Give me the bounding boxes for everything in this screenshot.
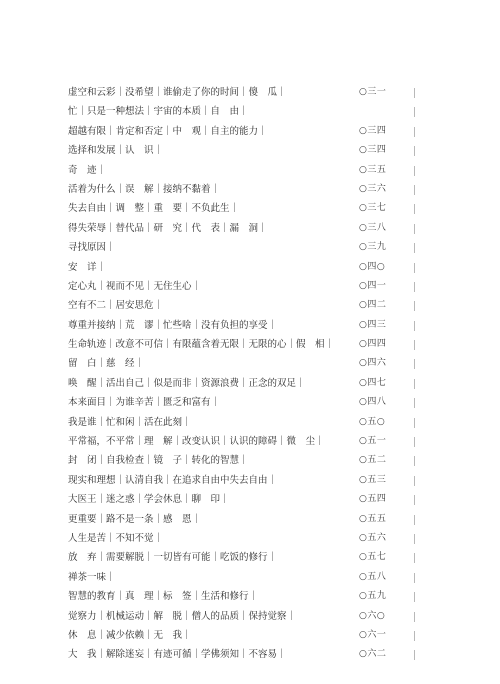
toc-entry-divider bbox=[414, 515, 415, 525]
toc-entry-page-number: ○三八 bbox=[359, 222, 387, 233]
toc-entry-title: 休 息｜减少依赖｜无 我｜ bbox=[68, 629, 192, 641]
toc-entry-title: 我是谁｜忙和闲｜活在此刻｜ bbox=[68, 416, 192, 428]
toc-entry-page-number: ○五三 bbox=[359, 474, 387, 485]
toc-entry-divider bbox=[414, 612, 415, 622]
toc-entry-title: 忙｜只是一种想法｜宇宙的本质｜自 由｜ bbox=[68, 106, 249, 118]
toc-entry-page-number: ○三六 bbox=[359, 183, 387, 194]
toc-entry-title: 奇 迹｜ bbox=[68, 164, 107, 176]
toc-entry-title: 人生是苦｜不知不觉｜ bbox=[68, 532, 164, 544]
toc-entry-page-number: ○三一 bbox=[359, 87, 387, 97]
toc-entry-divider bbox=[414, 185, 415, 195]
toc-entry bbox=[68, 161, 440, 180]
toc-entry bbox=[68, 354, 440, 373]
toc-entry-page-number: ○五二 bbox=[359, 455, 387, 466]
toc-entry-divider bbox=[414, 456, 415, 466]
toc-entry-divider bbox=[414, 146, 415, 156]
toc-entry bbox=[68, 645, 440, 664]
toc-entry-divider bbox=[414, 340, 415, 350]
toc-entry-divider bbox=[414, 476, 415, 486]
toc-entry-page-number: ○四二 bbox=[359, 300, 387, 311]
toc-entry-title: 平常福，不平常｜理 解｜改变认识｜认识的障碍｜微 尘｜ bbox=[68, 436, 325, 448]
toc-entry-title: 觉察力｜机械运动｜解 脱｜僧人的品质｜保持觉察｜ bbox=[68, 610, 297, 622]
toc-entry bbox=[68, 374, 440, 393]
toc-entry-title: 禅茶一味｜ bbox=[68, 571, 116, 583]
toc-entry bbox=[68, 83, 440, 102]
toc-entry-divider bbox=[414, 204, 415, 214]
toc-entry-page-number: ○五○ bbox=[359, 416, 386, 427]
toc-entry-title: 空有不二｜居安思危｜ bbox=[68, 300, 164, 312]
toc-entry-page-number: ○五九 bbox=[359, 591, 387, 602]
toc-entry-title: 寻找原因｜ bbox=[68, 242, 116, 254]
toc-entry-title: 选择和发展｜认 识｜ bbox=[68, 145, 164, 157]
toc-entry-title: 超越有限｜肯定和否定｜中 观｜自主的能力｜ bbox=[68, 125, 268, 137]
toc-entry-page-number: ○三九 bbox=[359, 242, 387, 253]
toc-entry bbox=[68, 180, 440, 199]
toc-entry bbox=[68, 413, 440, 432]
toc-entry-title: 虚空和云彩｜没希望｜谁偷走了你的时间｜傻 瓜｜ bbox=[68, 87, 287, 98]
toc-entry-title: 智慧的教育｜真 理｜标 签｜生活和修行｜ bbox=[68, 591, 259, 603]
toc-entry-divider bbox=[414, 127, 415, 137]
toc-entry-divider bbox=[414, 495, 415, 505]
toc-entry-divider bbox=[414, 224, 415, 234]
toc-entry bbox=[68, 626, 440, 645]
toc-entry-page-number: ○五六 bbox=[359, 532, 387, 543]
toc-entry-divider bbox=[414, 437, 415, 447]
toc-entry-divider bbox=[414, 243, 415, 253]
toc-entry bbox=[68, 393, 440, 412]
toc-entry-page-number: ○四六 bbox=[359, 358, 387, 369]
toc-entry-title: 更重要｜路不是一条｜感 恩｜ bbox=[68, 513, 202, 525]
toc-entry bbox=[68, 490, 440, 509]
toc-entry bbox=[68, 587, 440, 606]
toc-entry-divider bbox=[414, 553, 415, 563]
toc-entry bbox=[68, 258, 440, 277]
toc-entry-divider bbox=[414, 282, 415, 292]
toc-entry-page-number: ○四○ bbox=[359, 261, 386, 272]
toc-entry-page-number: ○四一 bbox=[359, 280, 387, 291]
toc-entry-title: 留 白｜慈 经｜ bbox=[68, 358, 145, 370]
toc-entry-divider bbox=[414, 418, 415, 428]
toc-entry-title: 定心丸｜视而不见｜无住生心｜ bbox=[68, 280, 202, 292]
toc-entry-title: 尊重并接纳｜荒 谬｜忙些啥｜没有负担的享受｜ bbox=[68, 319, 278, 331]
toc-entry-title: 大医王｜迷之惑｜学会休息｜聊 印｜ bbox=[68, 494, 230, 506]
toc-entry bbox=[68, 568, 440, 587]
toc-entry bbox=[68, 277, 440, 296]
toc-entry-page-number: ○五八 bbox=[359, 571, 387, 582]
toc-entry-divider bbox=[414, 631, 415, 641]
toc-entry-title: 得失荣辱｜替代品｜研 究｜代 表｜漏 洞｜ bbox=[68, 222, 268, 234]
toc-entry-page-number: ○三四 bbox=[359, 145, 387, 156]
toc-entry-page-number: ○五四 bbox=[359, 494, 387, 505]
toc-entry-page-number: ○四四 bbox=[359, 339, 387, 350]
toc-entry-page-number: ○三五 bbox=[359, 164, 387, 175]
toc-entry-title: 安 详｜ bbox=[68, 261, 107, 273]
toc-entry-page-number: ○三四 bbox=[359, 125, 387, 136]
toc-entry-title: 放 弃｜需要解脱｜一切皆有可能｜吃饭的修行｜ bbox=[68, 552, 278, 564]
toc-entry bbox=[68, 219, 440, 238]
table-of-contents bbox=[68, 83, 440, 665]
toc-entry-divider bbox=[414, 573, 415, 583]
toc-entry-divider bbox=[414, 379, 415, 389]
toc-entry-page-number: ○五一 bbox=[359, 436, 387, 447]
toc-entry-divider bbox=[414, 650, 415, 660]
toc-entry-page-number: ○四八 bbox=[359, 397, 387, 408]
toc-entry-divider bbox=[414, 263, 415, 273]
toc-entry bbox=[68, 335, 440, 354]
toc-entry-divider bbox=[414, 534, 415, 544]
toc-entry bbox=[68, 607, 440, 626]
toc-entry-divider bbox=[414, 88, 415, 98]
toc-entry-divider bbox=[414, 359, 415, 369]
toc-entry-title: 大 我｜解除迷妄｜有迹可循｜学佛须知｜不容易｜ bbox=[68, 649, 287, 661]
toc-entry bbox=[68, 529, 440, 548]
toc-entry-title: 生命轨迹｜改意不可信｜有限蕴含着无限｜无限的心｜假 相｜ bbox=[68, 339, 335, 351]
toc-entry-title: 失去自由｜调 整｜重 要｜不负此生｜ bbox=[68, 203, 240, 215]
toc-entry bbox=[68, 122, 440, 141]
toc-entry bbox=[68, 102, 440, 121]
toc-entry-divider bbox=[414, 166, 415, 176]
toc-entry bbox=[68, 548, 440, 567]
toc-entry-page-number: ○四七 bbox=[359, 377, 387, 388]
toc-entry-title: 本来面目｜为谁辛苦｜匮乏和富有｜ bbox=[68, 397, 221, 409]
toc-entry-page-number: ○六○ bbox=[359, 610, 386, 621]
toc-entry bbox=[68, 296, 440, 315]
toc-entry-page-number: ○五七 bbox=[359, 552, 387, 563]
toc-entry bbox=[68, 141, 440, 160]
toc-entry bbox=[68, 238, 440, 257]
toc-entry-title: 现实和理想｜认清自我｜在追求自由中失去自由｜ bbox=[68, 474, 278, 486]
toc-entry bbox=[68, 432, 440, 451]
toc-entry-divider bbox=[414, 301, 415, 311]
toc-entry-page-number: ○三七 bbox=[359, 203, 387, 214]
toc-entry-title: 活着为什么｜误 解｜接纳不黏着｜ bbox=[68, 183, 221, 195]
toc-entry-page-number: ○六二 bbox=[359, 649, 387, 660]
toc-entry-divider bbox=[414, 321, 415, 331]
toc-entry-page-number: ○四三 bbox=[359, 319, 387, 330]
toc-entry bbox=[68, 199, 440, 218]
toc-entry-divider bbox=[414, 107, 415, 117]
toc-entry-title: 封 闭｜自我检查｜镜 子｜转化的智慧｜ bbox=[68, 455, 249, 467]
toc-entry-divider bbox=[414, 398, 415, 408]
toc-entry bbox=[68, 316, 440, 335]
toc-entry bbox=[68, 451, 440, 470]
toc-entry bbox=[68, 510, 440, 529]
toc-entry-page-number: ○五五 bbox=[359, 513, 387, 524]
toc-entry bbox=[68, 471, 440, 490]
toc-entry-page-number: ○六一 bbox=[359, 629, 387, 640]
toc-entry-divider bbox=[414, 592, 415, 602]
toc-entry-title: 唤 醒｜活出自己｜似是而非｜资源浪费｜正念的双足｜ bbox=[68, 377, 306, 389]
